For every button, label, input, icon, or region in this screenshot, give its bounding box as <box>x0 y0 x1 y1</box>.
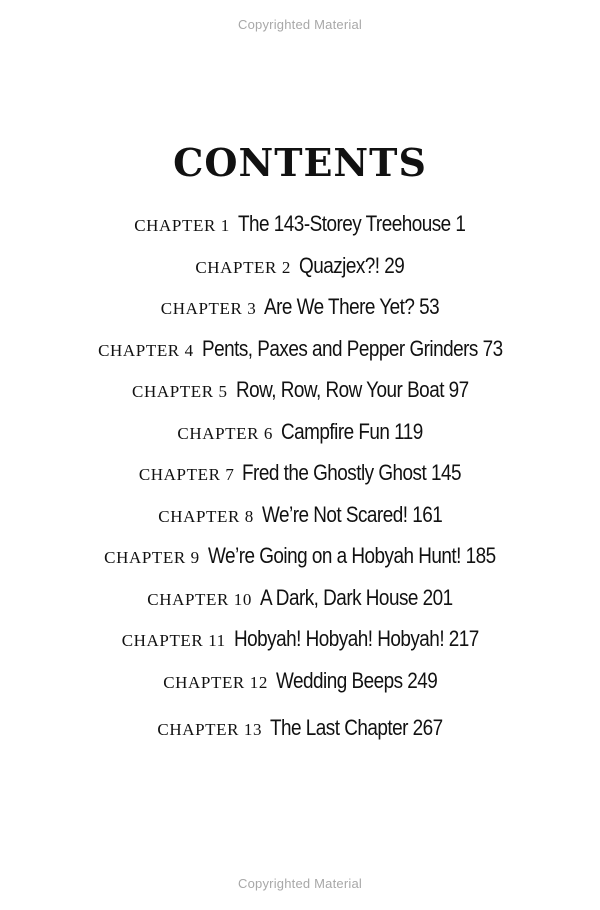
chapter-label: CHAPTER 13 <box>157 720 263 739</box>
toc-entry-chapter-4[interactable] <box>0 334 600 364</box>
chapter-title: Hobyah! Hobyah! Hobyah! 217 <box>233 626 479 651</box>
toc-entry-chapter-9[interactable] <box>0 541 600 571</box>
chapter-title: We’re Going on a Hobyah Hunt! 185 <box>207 543 496 568</box>
chapter-label: CHAPTER 12 <box>163 673 268 692</box>
toc-entry-chapter-12[interactable] <box>0 666 600 696</box>
toc-entry-chapter-2[interactable] <box>0 251 600 281</box>
chapter-label: CHAPTER 1 <box>134 216 230 235</box>
chapter-title: Fred the Ghostly Ghost 145 <box>242 460 462 485</box>
toc-entry-chapter-7[interactable] <box>0 458 600 488</box>
chapter-title: A Dark, Dark House 201 <box>260 585 453 610</box>
chapter-label: CHAPTER 4 <box>98 341 194 360</box>
chapter-label: CHAPTER 2 <box>195 258 291 277</box>
toc-entry-chapter-6[interactable] <box>0 417 600 447</box>
chapter-title: Quazjex?! 29 <box>298 253 405 278</box>
toc-entry-chapter-5[interactable] <box>0 375 600 405</box>
toc-entry-chapter-13[interactable] <box>0 713 600 743</box>
toc-entry-chapter-8[interactable] <box>0 500 600 530</box>
chapter-label: CHAPTER 8 <box>158 507 254 526</box>
contents-heading: CONTENTS <box>173 140 427 185</box>
chapter-label: CHAPTER 7 <box>138 465 235 484</box>
chapter-title: The 143-Storey Treehouse 1 <box>237 211 466 236</box>
chapter-title: The Last Chapter 267 <box>270 715 443 740</box>
chapter-label: CHAPTER 11 <box>121 631 226 650</box>
chapter-label: CHAPTER 6 <box>177 424 273 443</box>
chapter-title: Are We There Yet? 53 <box>264 294 440 319</box>
copyright-watermark-bottom: Copyrighted Material <box>238 876 362 891</box>
chapter-title: Wedding Beeps 249 <box>275 668 438 693</box>
toc-entry-chapter-1[interactable] <box>0 209 600 239</box>
chapter-title: Pents, Paxes and Pepper Grinders 73 <box>201 336 503 361</box>
chapter-title: Campfire Fun 119 <box>280 419 423 444</box>
toc-entry-chapter-10[interactable] <box>0 583 600 613</box>
chapter-title: Row, Row, Row Your Boat 97 <box>235 377 469 402</box>
chapter-title: We’re Not Scared! 161 <box>261 502 443 527</box>
copyright-watermark-top: Copyrighted Material <box>238 17 362 32</box>
toc-entry-chapter-11[interactable] <box>0 624 600 654</box>
chapter-label: CHAPTER 5 <box>132 382 228 401</box>
chapter-label: CHAPTER 10 <box>147 590 252 609</box>
chapter-label: CHAPTER 9 <box>104 548 200 567</box>
chapter-label: CHAPTER 3 <box>160 299 257 318</box>
toc-entry-chapter-3[interactable] <box>0 292 600 322</box>
